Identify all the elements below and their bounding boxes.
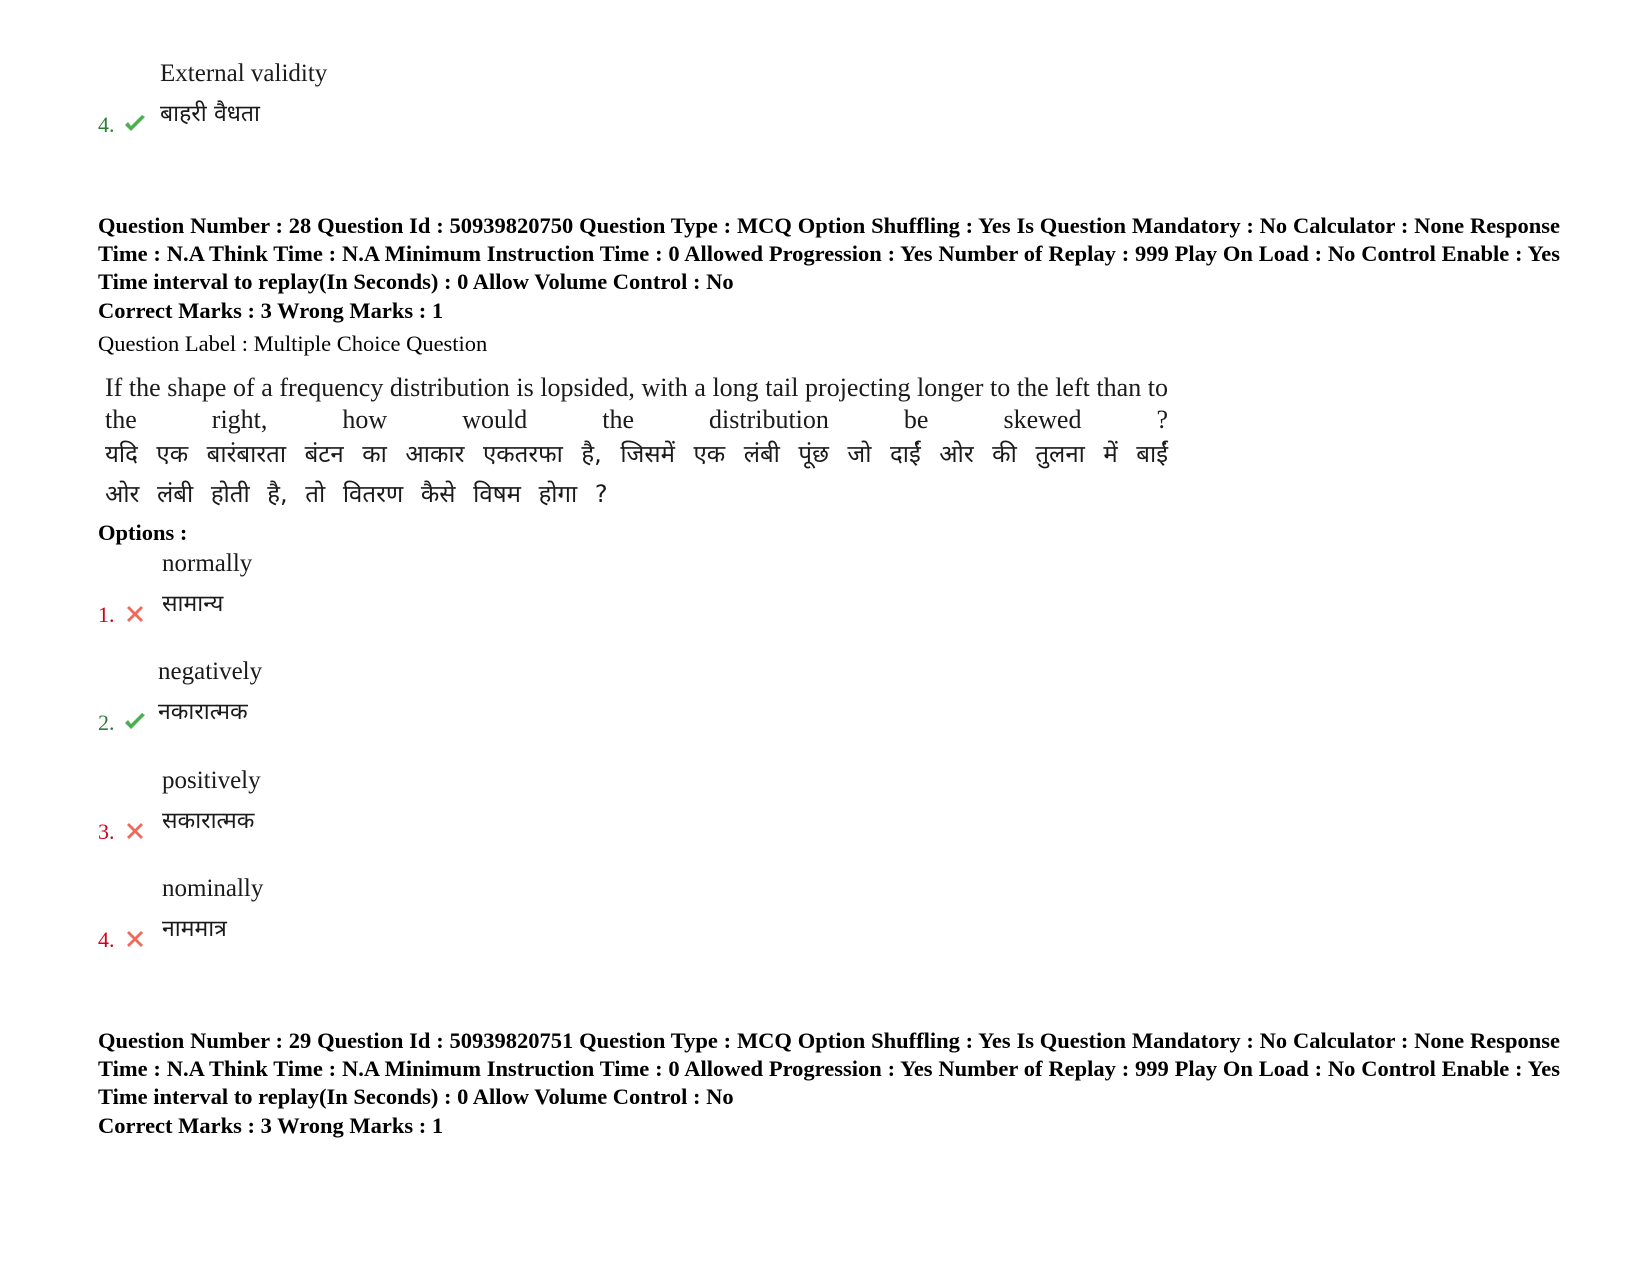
option-text-en: positively	[162, 767, 261, 794]
option-number: 3.	[98, 819, 115, 844]
option-text-hi: सामान्य	[162, 591, 224, 617]
option-text-en: nominally	[162, 875, 264, 902]
option-text-en: normally	[162, 550, 253, 577]
question-text-hi: यदि एक बारंबारता बंटन का आकार एकतरफा है, जिसमें एक लंबी पूंछ जो दाईं ओर की तुलना में बाईं ओर लंबी होती है, तो वितरण कैसे विषम होगा ?	[105, 440, 1168, 508]
option-number: 4.	[98, 927, 115, 952]
check-icon	[123, 710, 147, 734]
option-text-hi: नकारात्मक	[158, 699, 248, 725]
option-text-en: External validity	[160, 60, 328, 87]
cross-icon	[123, 819, 147, 843]
question-label: Question Label : Multiple Choice Question	[98, 331, 488, 356]
cross-icon	[123, 602, 147, 626]
question-marks: Correct Marks : 3 Wrong Marks : 1	[98, 298, 444, 323]
option-number: 4.	[98, 112, 115, 137]
question-text-en: If the shape of a frequency distribution is lopsided, with a long tail projecting longer to the left than to the right, how would the distribution be skewed ?	[105, 373, 1168, 434]
option-text-en: negatively	[158, 658, 263, 685]
question-marks: Correct Marks : 3 Wrong Marks : 1	[98, 1113, 444, 1138]
question-meta: Question Number : 28 Question Id : 50939820750 Question Type : MCQ Option Shuffling : Yes Is Question Mandatory : No Calculator : None Response Time : N.A Think Time : N.A Minimum Instruction Time : 0 Allowed Progression : Yes Number of Replay : 999 Play On Load : No Control Enable : Yes Time interval to replay(In Seconds) : 0 Allow Volume Control : No	[98, 213, 1560, 294]
question-meta: Question Number : 29 Question Id : 50939820751 Question Type : MCQ Option Shuffling : Yes Is Question Mandatory : No Calculator : None Response Time : N.A Think Time : N.A Minimum Instruction Time : 0 Allowed Progression : Yes Number of Replay : 999 Play On Load : No Control Enable : Yes Time interval to replay(In Seconds) : 0 Allow Volume Control : No	[98, 1028, 1560, 1109]
options-heading: Options :	[98, 520, 188, 545]
cross-icon	[123, 927, 147, 951]
option-text-hi: नाममात्र	[162, 916, 227, 942]
option-number: 1.	[98, 602, 115, 627]
option-text-hi: बाहरी वैधता	[160, 101, 260, 127]
check-icon	[123, 112, 147, 136]
option-number: 2.	[98, 710, 115, 735]
option-text-hi: सकारात्मक	[162, 808, 255, 834]
